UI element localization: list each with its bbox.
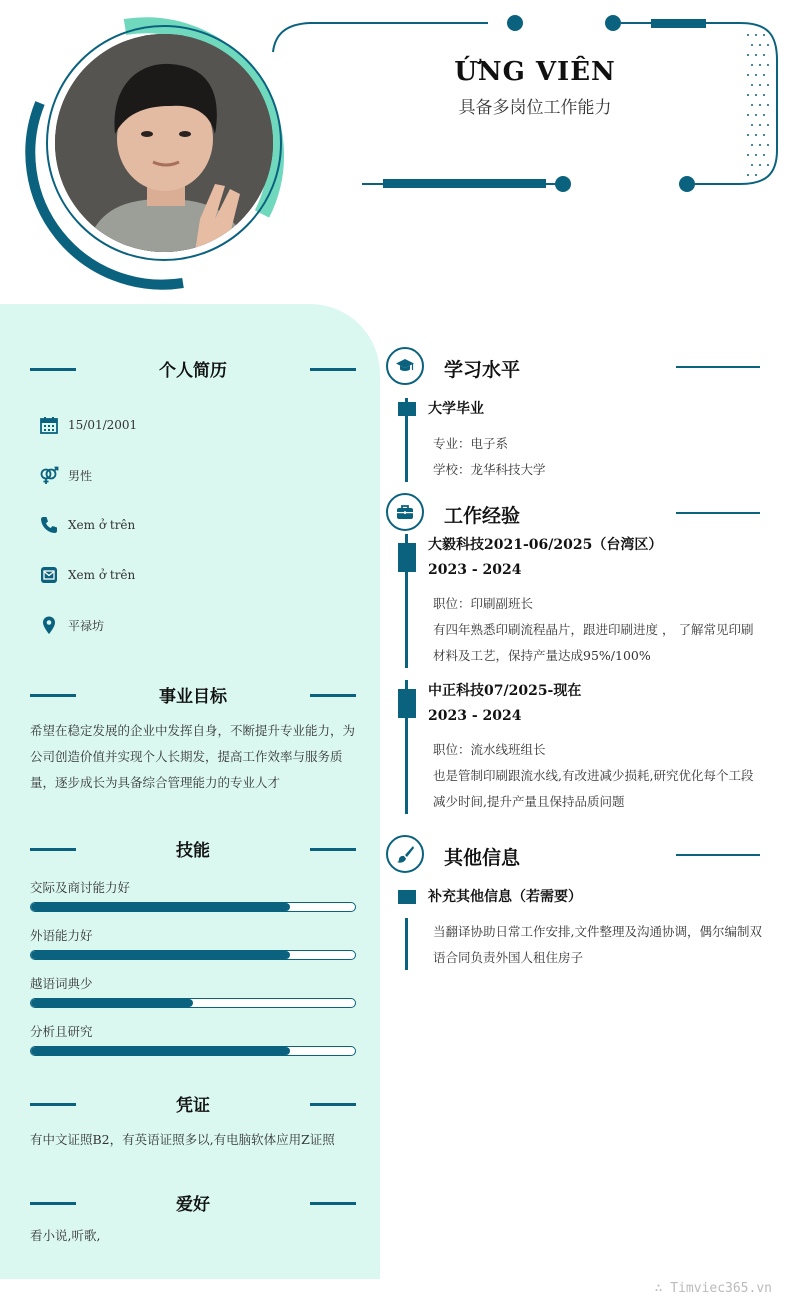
other-section-title: 其他信息: [444, 847, 521, 869]
birthdate-text: 15/01/2001: [68, 418, 138, 432]
skill-fill: [31, 951, 290, 959]
job-position: 职位：印刷副班长: [433, 596, 534, 611]
skill-bar: [30, 1046, 356, 1056]
skill-name: 分析且研究: [30, 1024, 93, 1039]
skill-bar: [30, 998, 356, 1008]
skills-section-title: 技能: [176, 841, 210, 861]
other-timeline: [405, 918, 408, 970]
job-period: 2023 - 2024: [428, 562, 522, 578]
education-section-title: 学习水平: [444, 359, 521, 381]
email-icon: [38, 564, 60, 586]
other-section-header: [386, 835, 760, 875]
job-company: 中正科技07/2025-现在: [428, 683, 582, 699]
education-item-title: 大学毕业: [428, 401, 484, 417]
avatar: [55, 34, 273, 252]
job-description: 也是管制印刷跟流水线,有改进减少损耗,研究优化每个工段减少时间,提升产量且保持品质问题: [433, 768, 754, 809]
experience-section-title: 工作经验: [444, 505, 521, 527]
job-description: 有四年熟悉印刷流程晶片，跟进印刷进度 ， 了解常见印刷材料及工艺，保持产量达成95%/100%: [433, 622, 754, 663]
info-phone: [38, 513, 135, 537]
phone-icon: [38, 514, 60, 536]
education-major: 专业：电子系: [433, 436, 509, 451]
skill-name: 交际及商讨能力好: [30, 880, 131, 895]
other-item-title: 补充其他信息（若需要）: [428, 889, 582, 905]
education-section-header: [386, 347, 760, 387]
other-text: 当翻译协助日常工作安排,文件整理及沟通协调，偶尔编制双语合同负责外国人租住房子: [433, 924, 762, 965]
info-gender: [38, 463, 92, 487]
objective-section-header: [30, 680, 356, 710]
education-marker: [398, 402, 416, 416]
profile-photo: [55, 34, 273, 252]
hobbies-text: 看小说,听歌,: [30, 1228, 101, 1243]
skill-name: 外语能力好: [30, 928, 93, 943]
phone-text: Xem ở trên: [68, 518, 136, 532]
other-marker: [398, 890, 416, 904]
experience-section-header: [386, 493, 760, 533]
graduation-cap-icon: [386, 347, 424, 385]
skills-section-header: [30, 834, 356, 864]
candidate-subtitle: 具备多岗位工作能力: [458, 98, 612, 118]
certificates-text: 有中文证照B2，有英语证照多以,有电脑软体应用Z证照: [30, 1132, 335, 1147]
skill-fill: [31, 999, 193, 1007]
skill-name: 越语词典少: [30, 976, 93, 991]
skill-bar: [30, 902, 356, 912]
info-email: [38, 563, 135, 587]
skill-fill: [31, 1047, 290, 1055]
education-school: 学校：龙华科技大学: [433, 462, 546, 477]
certificates-section-title: 凭证: [176, 1096, 210, 1116]
info-address: [38, 613, 104, 637]
job-company: 大毅科技2021-06/2025（台湾区）: [428, 537, 663, 553]
watermark: ∴ Timviec365.vn: [654, 1281, 772, 1296]
email-text: Xem ở trên: [68, 568, 136, 582]
hobbies-section-header: [30, 1188, 356, 1218]
candidate-name: ỨNG VIÊN: [454, 57, 616, 87]
job-marker: [398, 543, 416, 572]
skill-bar: [30, 950, 356, 960]
objective-section-title: 事业目标: [159, 687, 227, 707]
personal-section-header: [30, 354, 356, 384]
certificates-section-header: [30, 1089, 356, 1119]
calendar-icon: [38, 414, 60, 436]
info-birthdate: [38, 413, 137, 437]
skill-fill: [31, 903, 290, 911]
job-position: 职位：流水线班组长: [433, 742, 546, 757]
briefcase-icon: [386, 493, 424, 531]
gender-icon: [38, 464, 60, 486]
hobbies-section-title: 爱好: [176, 1195, 210, 1215]
personal-section-title: 个人简历: [159, 361, 227, 381]
gender-text: 男性: [68, 468, 93, 483]
job-marker: [398, 689, 416, 718]
objective-text: 希望在稳定发展的企业中发挥自身，不断提升专业能力，为公司创造价值并实现个人长期发，提高工作效率与服务质量，逐步成长为具备综合管理能力的专业人才: [30, 723, 356, 790]
paintbrush-icon: [386, 835, 424, 873]
location-icon: [38, 614, 60, 636]
address-text: 平禄坊: [68, 618, 105, 633]
job-period: 2023 - 2024: [428, 708, 522, 724]
